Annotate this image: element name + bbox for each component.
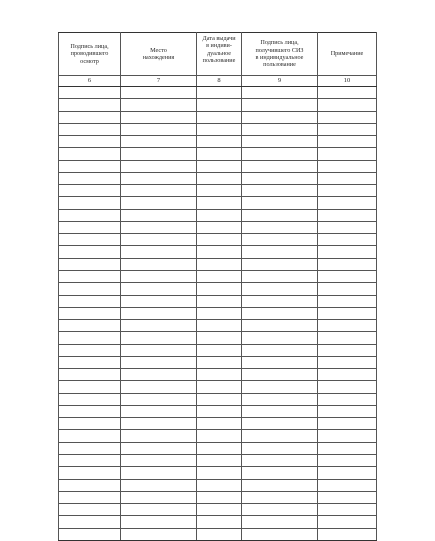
blank-cell: [318, 111, 377, 123]
table-row: [59, 148, 377, 160]
blank-cell: [59, 344, 121, 356]
blank-cell: [121, 295, 197, 307]
blank-cell: [121, 99, 197, 111]
blank-cell: [59, 393, 121, 405]
blank-cell: [121, 307, 197, 319]
blank-cell: [242, 221, 318, 233]
blank-cell: [121, 454, 197, 466]
blank-cell: [197, 356, 242, 368]
table-row: [59, 393, 377, 405]
blank-cell: [197, 160, 242, 172]
blank-cell: [59, 405, 121, 417]
blank-cell: [318, 307, 377, 319]
blank-cell: [242, 516, 318, 528]
blank-cell: [121, 221, 197, 233]
blank-cell: [59, 246, 121, 258]
blank-cell: [242, 369, 318, 381]
blank-cell: [121, 111, 197, 123]
blank-cell: [121, 320, 197, 332]
table-row: [59, 479, 377, 491]
table-row: [59, 99, 377, 111]
blank-cell: [318, 185, 377, 197]
blank-cell: [121, 430, 197, 442]
blank-cell: [197, 467, 242, 479]
blank-cell: [242, 283, 318, 295]
blank-cell: [242, 320, 318, 332]
blank-cell: [59, 418, 121, 430]
blank-cell: [121, 270, 197, 282]
blank-cell: [59, 221, 121, 233]
blank-cell: [59, 369, 121, 381]
table-row: [59, 111, 377, 123]
blank-cell: [242, 504, 318, 516]
blank-cell: [59, 136, 121, 148]
blank-cell: [121, 234, 197, 246]
blank-cell: [121, 123, 197, 135]
blank-cell: [121, 246, 197, 258]
blank-cell: [121, 283, 197, 295]
blank-cell: [318, 197, 377, 209]
blank-cell: [59, 185, 121, 197]
header-row: [59, 33, 377, 76]
table-row: [59, 234, 377, 246]
blank-cell: [121, 393, 197, 405]
column-header-notes: Примечание: [318, 33, 377, 76]
blank-cell: [59, 87, 121, 99]
table-row: [59, 87, 377, 99]
blank-cell: [242, 246, 318, 258]
blank-cell: [242, 381, 318, 393]
blank-cell: [59, 99, 121, 111]
blank-cell: [242, 454, 318, 466]
blank-cell: [59, 504, 121, 516]
blank-cell: [59, 160, 121, 172]
table-row: [59, 467, 377, 479]
blank-cell: [242, 99, 318, 111]
table-row: [59, 381, 377, 393]
table-row: [59, 442, 377, 454]
blank-cell: [197, 185, 242, 197]
blank-cell: [197, 418, 242, 430]
column-number: 9: [242, 76, 318, 87]
blank-cell: [197, 221, 242, 233]
column-number: 8: [197, 76, 242, 87]
blank-cell: [59, 356, 121, 368]
table-row: [59, 123, 377, 135]
blank-cell: [197, 234, 242, 246]
table-row: [59, 418, 377, 430]
blank-cell: [197, 344, 242, 356]
blank-cell: [242, 467, 318, 479]
table-row: [59, 295, 377, 307]
table-row: [59, 405, 377, 417]
blank-cell: [59, 209, 121, 221]
blank-cell: [318, 479, 377, 491]
blank-cell: [242, 393, 318, 405]
blank-cell: [59, 467, 121, 479]
blank-cell: [197, 270, 242, 282]
blank-cell: [59, 381, 121, 393]
blank-cell: [318, 172, 377, 184]
blank-cell: [197, 172, 242, 184]
table-row: [59, 221, 377, 233]
blank-cell: [197, 258, 242, 270]
blank-cell: [318, 516, 377, 528]
blank-cell: [59, 454, 121, 466]
blank-cell: [242, 295, 318, 307]
blank-cell: [197, 197, 242, 209]
blank-cell: [242, 442, 318, 454]
blank-cell: [318, 221, 377, 233]
blank-cell: [318, 99, 377, 111]
table-row: [59, 209, 377, 221]
blank-cell: [121, 87, 197, 99]
blank-cell: [197, 491, 242, 503]
blank-cell: [121, 369, 197, 381]
table-row: [59, 516, 377, 528]
blank-cell: [59, 295, 121, 307]
blank-cell: [121, 504, 197, 516]
blank-cell: [121, 467, 197, 479]
table-row: [59, 197, 377, 209]
table-row: [59, 344, 377, 356]
blank-cell: [197, 332, 242, 344]
column-header-recipient-signature: Подпись лица, получившего СИЗ в индивидуальное пользование: [242, 33, 318, 76]
blank-cell: [318, 148, 377, 160]
blank-cell: [242, 528, 318, 540]
blank-cell: [318, 320, 377, 332]
blank-cell: [121, 332, 197, 344]
ppe-issue-register-table: [58, 32, 377, 541]
blank-cell: [318, 270, 377, 282]
blank-cell: [318, 454, 377, 466]
blank-cell: [318, 234, 377, 246]
blank-cell: [59, 430, 121, 442]
blank-cell: [59, 123, 121, 135]
blank-cell: [197, 136, 242, 148]
blank-cell: [121, 148, 197, 160]
blank-cell: [59, 283, 121, 295]
column-header-inspector-signature: Подпись лица, проводившего осмотр: [59, 33, 121, 76]
column-header-location: Место нахождения: [121, 33, 197, 76]
table-row: [59, 160, 377, 172]
blank-cell: [318, 160, 377, 172]
blank-cell: [318, 467, 377, 479]
blank-cell: [197, 393, 242, 405]
blank-cell: [197, 283, 242, 295]
blank-cell: [59, 320, 121, 332]
blank-cell: [197, 369, 242, 381]
blank-cell: [242, 332, 318, 344]
blank-cell: [242, 418, 318, 430]
blank-cell: [59, 258, 121, 270]
blank-cell: [197, 148, 242, 160]
table-row: [59, 454, 377, 466]
blank-cell: [318, 344, 377, 356]
table-row: [59, 258, 377, 270]
blank-cell: [121, 381, 197, 393]
blank-cell: [242, 234, 318, 246]
blank-cell: [59, 491, 121, 503]
blank-cell: [197, 87, 242, 99]
blank-cell: [242, 111, 318, 123]
blank-cell: [242, 479, 318, 491]
blank-cell: [318, 504, 377, 516]
blank-cell: [197, 320, 242, 332]
blank-cell: [121, 405, 197, 417]
blank-cell: [242, 307, 318, 319]
blank-cell: [59, 270, 121, 282]
blank-cell: [197, 516, 242, 528]
blank-cell: [318, 87, 377, 99]
blank-cell: [59, 307, 121, 319]
blank-cell: [121, 209, 197, 221]
blank-cell: [121, 185, 197, 197]
blank-cell: [242, 148, 318, 160]
blank-cell: [242, 197, 318, 209]
column-header-issue-date: Дата выдачи в индиви- дуальное пользование: [197, 33, 242, 76]
blank-cell: [242, 209, 318, 221]
blank-cell: [59, 234, 121, 246]
blank-cell: [318, 442, 377, 454]
blank-cell: [242, 356, 318, 368]
blank-cell: [59, 111, 121, 123]
blank-cell: [121, 442, 197, 454]
blank-cell: [242, 185, 318, 197]
table-row: [59, 356, 377, 368]
table-body: [59, 87, 377, 541]
blank-cell: [242, 430, 318, 442]
blank-cell: [242, 87, 318, 99]
blank-cell: [242, 136, 318, 148]
blank-cell: [121, 344, 197, 356]
blank-cell: [242, 491, 318, 503]
blank-cell: [242, 123, 318, 135]
blank-cell: [318, 418, 377, 430]
blank-cell: [197, 295, 242, 307]
blank-cell: [59, 479, 121, 491]
blank-cell: [121, 528, 197, 540]
table-row: [59, 185, 377, 197]
blank-cell: [318, 405, 377, 417]
blank-cell: [318, 246, 377, 258]
blank-cell: [318, 258, 377, 270]
table-row: [59, 136, 377, 148]
blank-cell: [197, 307, 242, 319]
table-row: [59, 332, 377, 344]
blank-cell: [121, 491, 197, 503]
blank-cell: [318, 369, 377, 381]
blank-cell: [318, 491, 377, 503]
table-row: [59, 320, 377, 332]
blank-cell: [59, 148, 121, 160]
blank-cell: [121, 516, 197, 528]
table-row: [59, 369, 377, 381]
blank-cell: [197, 123, 242, 135]
blank-cell: [121, 418, 197, 430]
table-row: [59, 491, 377, 503]
blank-cell: [318, 332, 377, 344]
blank-cell: [242, 270, 318, 282]
blank-cell: [318, 381, 377, 393]
blank-cell: [318, 393, 377, 405]
blank-cell: [197, 246, 242, 258]
blank-cell: [318, 136, 377, 148]
blank-cell: [121, 356, 197, 368]
blank-cell: [59, 516, 121, 528]
blank-cell: [197, 209, 242, 221]
table-row: [59, 504, 377, 516]
blank-cell: [242, 258, 318, 270]
table-row: [59, 283, 377, 295]
blank-cell: [197, 405, 242, 417]
blank-cell: [197, 504, 242, 516]
blank-cell: [59, 528, 121, 540]
blank-cell: [318, 295, 377, 307]
blank-cell: [121, 160, 197, 172]
blank-cell: [242, 405, 318, 417]
blank-cell: [121, 172, 197, 184]
blank-cell: [318, 430, 377, 442]
blank-cell: [121, 197, 197, 209]
table-row: [59, 528, 377, 540]
blank-cell: [197, 99, 242, 111]
blank-cell: [59, 442, 121, 454]
table-row: [59, 246, 377, 258]
column-number: 6: [59, 76, 121, 87]
table-row: [59, 307, 377, 319]
blank-cell: [318, 528, 377, 540]
blank-cell: [121, 258, 197, 270]
blank-cell: [197, 442, 242, 454]
blank-cell: [242, 344, 318, 356]
table-row: [59, 270, 377, 282]
table-row: [59, 172, 377, 184]
blank-cell: [242, 160, 318, 172]
blank-cell: [318, 356, 377, 368]
blank-cell: [59, 332, 121, 344]
column-number: 7: [121, 76, 197, 87]
blank-cell: [197, 454, 242, 466]
column-number: 10: [318, 76, 377, 87]
blank-cell: [121, 136, 197, 148]
blank-cell: [59, 197, 121, 209]
blank-cell: [318, 209, 377, 221]
blank-cell: [318, 283, 377, 295]
blank-cell: [121, 479, 197, 491]
blank-cell: [197, 430, 242, 442]
table-row: [59, 430, 377, 442]
blank-cell: [197, 479, 242, 491]
column-number-row: [59, 76, 377, 87]
blank-cell: [197, 111, 242, 123]
blank-cell: [197, 381, 242, 393]
blank-cell: [318, 123, 377, 135]
blank-cell: [197, 528, 242, 540]
blank-cell: [59, 172, 121, 184]
blank-cell: [242, 172, 318, 184]
